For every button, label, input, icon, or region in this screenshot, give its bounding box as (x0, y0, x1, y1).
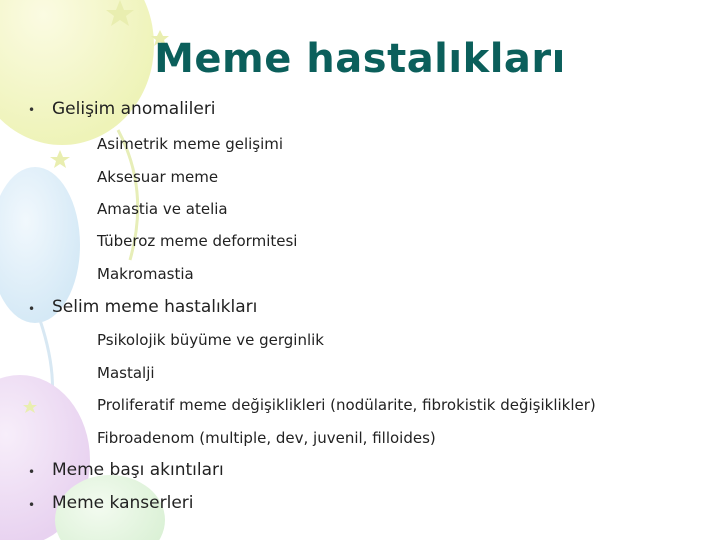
list-item: Proliferatif meme değişiklikleri (nodülarite, fibrokistik değişiklikler) (97, 396, 596, 414)
section-heading-meme-basi: Meme başı akıntıları (52, 460, 224, 480)
list-item: Asimetrik meme gelişimi (97, 135, 284, 153)
list-item: Aksesuar meme (97, 168, 219, 186)
slide-title: Meme hastalıkları (154, 36, 566, 82)
section-heading-gelisim: Gelişim anomalileri (52, 99, 216, 119)
bullet-glyph: • (28, 103, 36, 117)
section-heading-selim: Selim meme hastalıkları (52, 297, 258, 317)
section-heading-kanser: Meme kanserleri (52, 493, 194, 513)
bullet-glyph: • (28, 465, 36, 479)
list-item: Tüberoz meme deformitesi (97, 232, 298, 250)
list-item: Psikolojik büyüme ve gerginlik (97, 331, 324, 349)
list-item: Mastalji (97, 364, 155, 382)
list-item: Amastia ve atelia (97, 200, 228, 218)
bullet-glyph: • (28, 302, 36, 316)
list-item: Makromastia (97, 265, 194, 283)
list-item: Fibroadenom (multiple, dev, juvenil, filloides) (97, 429, 436, 447)
bullet-glyph: • (28, 498, 36, 512)
